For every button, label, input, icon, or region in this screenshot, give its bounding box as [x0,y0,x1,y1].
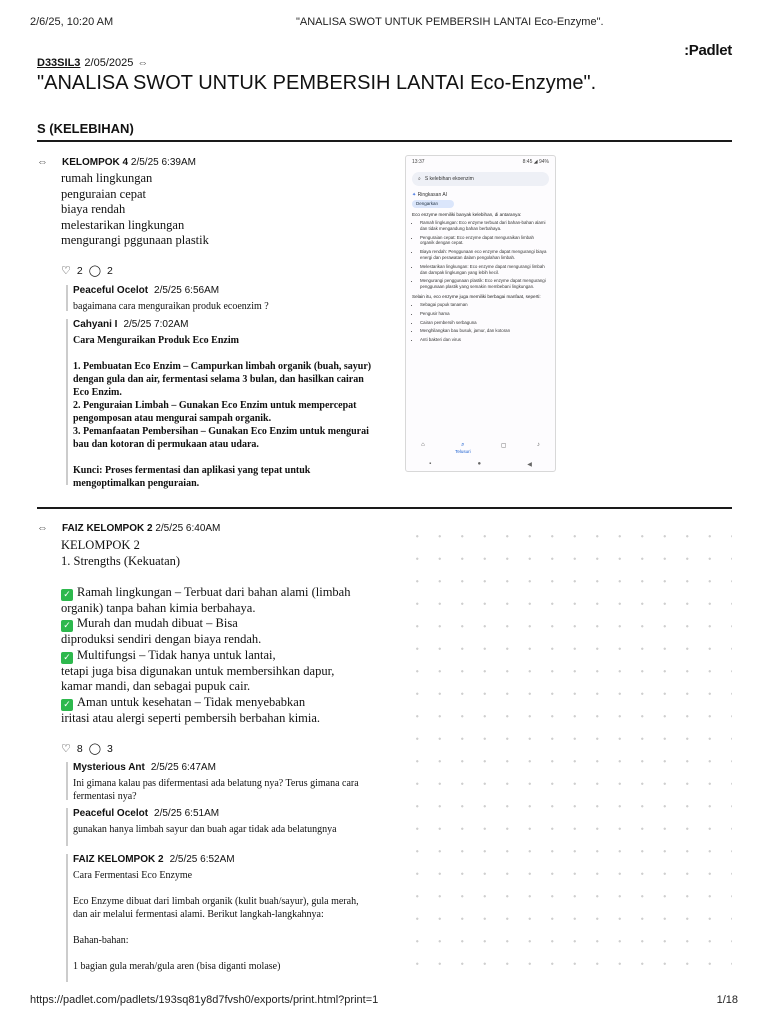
comments-count: 3 [107,742,113,755]
check-icon: ✓ [61,589,73,601]
strength-item [61,648,361,695]
comment [66,854,373,982]
likes-count: 2 [76,264,83,277]
comment-author: Peaceful Ocelot [73,285,149,296]
search-icon: ⌕ [418,176,421,182]
heart-icon[interactable]: ♡ [61,265,71,277]
comment [66,319,373,489]
print-page-number: 1/18 [716,994,738,1006]
phone-clock: 13:37 [412,159,425,165]
phone-listen-chip: Dengarkan [412,200,454,208]
post-reactions [61,742,113,755]
comment-author: Cahyani I [73,319,118,330]
comment [66,808,373,846]
phone-point: • Penguraian cepat: Eco enzyme dapat menguraikan limbah organik dengan cepat. [420,235,549,247]
strength-item [61,585,361,617]
comment-time: 2/5/25 6:51AM [154,808,220,819]
comments-count: 2 [107,264,113,277]
phone-bottom-nav [406,442,555,455]
phone-search-text: S kelebihan ekoenzim [424,176,474,182]
post-author: KELOMPOK 4 [62,156,129,168]
strength-text: Aman untuk kesehatan – Tidak menyebabkan iritasi atau alergi seperti pembersih berbahan kimia. [61,694,321,725]
post-subheading: 1. Strengths (Kekuatan) [61,553,181,568]
post-header [37,522,220,534]
link-icon: ⇔ [137,57,149,69]
link-icon: ⇔ [37,522,48,534]
post-time: 2/5/25 6:39AM [130,156,196,168]
print-doc-title: "ANALISA SWOT UNTUK PEMBERSIH LANTAI Eco-Enzyme". [296,16,604,28]
page-title: "ANALISA SWOT UNTUK PEMBERSIH LANTAI Eco-Enzyme". [37,72,597,94]
link-icon: ⇔ [37,156,48,168]
comment-text: Ini gimana kalau pas difermentasi ada belatung nya? Terus gimana cara fermentasi nya? [73,778,359,802]
phone-benefit: • Pengusir hama [420,311,549,317]
comment-key: Kunci: Proses fermentasi dan aplikasi yang tepat untuk mengoptimalkan penguraian. [73,465,311,489]
recents-icon: ▪ [429,461,432,467]
phone-benefit: • Anti bakteri dan virus [420,337,549,343]
comment-time: 2/5/25 6:52AM [169,854,235,865]
post-heading: KELOMPOK 2 [61,538,140,552]
post-body: rumah lingkungan penguraian cepat biaya rendah melestarikan lingkungan mengurangi pggunaan plastik [61,171,209,247]
home-dot-icon: ● [477,461,482,467]
bell-icon: ♪ [536,442,540,448]
heart-icon[interactable]: ♡ [61,743,71,755]
comment-text: bagaimana cara menguraikan produk ecoenzim ? [73,301,269,312]
phone-benefit: • Cairan pembersih serbaguna [420,320,549,326]
phone-battery: 8:45 ◢ 94% [522,159,549,165]
phone-intro-2: Selain itu, eco enzyme juga memiliki berbagai manfaat, seperti: [412,293,541,299]
comment-author: Mysterious Ant [73,762,145,773]
comment-icon[interactable]: ◯ [88,265,102,277]
strength-text: Multifungsi – Tidak hanya untuk lantai, tetapi juga bisa digunakan untuk membersihkan dapur, kamar mandi, dan sebagai pupuk cair. [61,647,335,693]
comment-author: Peaceful Ocelot [73,808,149,819]
post-reactions [61,264,113,277]
comment-step-3: 3. Pemanfaatan Pembersihan – Gunakan Eco Enzim untuk mengurai bau dan kotoran di permukaan atau udara. [73,426,369,450]
comment-text: Cara Fermentasi Eco Enzyme Eco Enzyme dibuat dari limbah organik (kulit buah/sayur), gula merah, dan air melalui fermentasi alami. Berikut langkah-langkahnya: Bahan-bahan: 1 bagian gula merah/gula aren (bisa diganti molase) [73,870,359,972]
section-divider [37,140,732,142]
phone-benefit: • Sebagai pupuk tanaman [420,302,549,308]
padlet-meta [37,57,148,69]
section-title: S (KELEBIHAN) [37,121,134,136]
phone-point: • Mengurangi penggunaan plastik: Eco enzyme dapat mengurangi penggunaan plastik yang semakin membebani lingkungan. [420,278,549,290]
home-icon: ⌂ [421,442,425,448]
strength-text: Ramah lingkungan – Terbuat dari bahan alami (limbah organik) tanpa bahan kimia berbahaya. [61,584,351,615]
comment-author: FAIZ KELOMPOK 2 [73,854,164,865]
phone-system-nav [406,461,555,468]
post-header [37,156,196,168]
comment-heading: Cara Menguraikan Produk Eco Enzim [73,335,239,346]
phone-ai-label [412,192,549,198]
phone-point: • Melestarikan lingkungan: Eco enzyme dapat mengurangi limbah dan dampak lingkungan yang lebih kecil. [420,264,549,276]
empty-attachment-grid [406,525,732,980]
post-author: FAIZ KELOMPOK 2 [62,522,153,534]
comment [66,762,373,800]
sparkle-icon: ✦ [412,192,417,198]
phone-point: • Ramah lingkungan: Eco enzyme terbuat dari bahan-bahan alami dan tidak mengandung bahan berbahaya. [420,220,549,232]
strength-text: Murah dan mudah dibuat – Bisa diproduksi sendiri dengan biaya rendah. [61,616,262,646]
print-datetime: 2/6/25, 10:20 AM [30,16,114,28]
padlet-date: 2/05/2025 [84,57,134,69]
padlet-author[interactable]: D33SIL3 [37,57,81,69]
comment-step-2: 2. Penguraian Limbah – Gunakan Eco Enzim untuk mempercepat pengomposan atau mengurai sampah organik. [73,400,357,424]
phone-point: • Biaya rendah: Penggunaan eco enzyme dapat mengurangi biaya energi dan perawatan dalam pengolahan limbah. [420,249,549,261]
comment-time: 2/5/25 6:56AM [154,285,220,296]
search-icon: ⌕ [461,442,465,448]
collections-icon: ▢ [500,443,507,449]
post-divider [37,507,732,509]
back-icon: ◀ [527,462,532,468]
comment-icon[interactable]: ◯ [88,743,102,755]
comment-text: gunakan hanya limbah sayur dan buah agar tidak ada belatungnya [73,824,337,835]
print-url: https://padlet.com/padlets/193sq81y8d7fvsh0/exports/print.html?print=1 [30,994,379,1006]
phone-nav-label: Telusuri [455,449,471,454]
phone-intro: Eco enzyme memiliki banyak kelebihan, di antaranya: [412,212,522,217]
check-icon: ✓ [61,620,73,632]
comment-time: 2/5/25 7:02AM [123,319,189,330]
check-icon: ✓ [61,699,73,711]
phone-search-bar [412,172,549,186]
phone-benefits [420,302,549,343]
comment-step-1: 1. Pembuatan Eco Enzim – Campurkan limbah organik (buah, sayur) dengan gula dan air, fermentasi selama 3 bulan, dan hasilkan cairan Eco Enzim. [73,361,372,398]
phone-points [420,220,549,290]
check-icon: ✓ [61,652,73,664]
padlet-logo[interactable]: :Padlet [684,42,732,59]
comment [66,285,373,311]
phone-benefit: • Menghilangkan bau busuk, jamur, dan kotoran [420,328,549,334]
strength-item [61,695,361,727]
strength-item [61,616,361,648]
post-body [61,538,361,726]
attachment-screenshot[interactable] [405,155,556,472]
comment-time: 2/5/25 6:47AM [150,762,216,773]
phone-status-bar [406,156,555,168]
phone-ai-text: Ringkasan AI [417,192,448,198]
post-time: 2/5/25 6:40AM [155,522,221,534]
likes-count: 8 [76,742,83,755]
